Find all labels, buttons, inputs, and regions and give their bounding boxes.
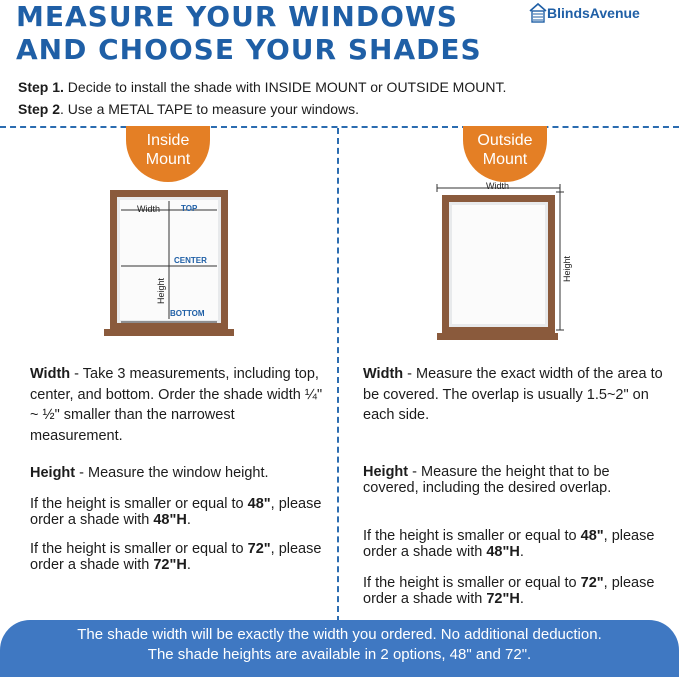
- outside-width-label: Width: [486, 181, 510, 191]
- inside-bottom-label: BOTTOM: [170, 309, 205, 318]
- inside-width-description: Width - Take 3 measurements, including top, center, and bottom. Order the shade width ¼" ~ ½" smaller than the narrowest measurement.: [30, 366, 323, 444]
- outside-width-description: Width - Measure the exact width of the area to be covered. The overlap is usually 1.5~2" on each side.: [363, 366, 663, 423]
- inside-center-label: CENTER: [174, 256, 207, 265]
- banner-line-1: The shade width will be exactly the width you ordered. No additional deduction.: [77, 626, 602, 643]
- inside-width-label: Width: [137, 204, 161, 214]
- outside-mount-badge: Outside Mount: [463, 126, 547, 182]
- banner-line-2: The shade heights are available in 2 options, 48" and 72".: [147, 646, 532, 663]
- step-1: Step 1. Decide to install the shade with INSIDE MOUNT or OUTSIDE MOUNT.: [18, 79, 507, 95]
- inside-height-description: Height - Measure the window height.: [30, 465, 269, 481]
- outside-rule-72: If the height is smaller or equal to 72", please order a shade with 72"H.: [363, 575, 655, 607]
- vertical-divider: [337, 128, 339, 622]
- page-title-line1: MEASURE YOUR WINDOWS: [16, 0, 458, 33]
- inside-height-label: Height: [156, 277, 166, 304]
- brand-logo: [529, 2, 677, 26]
- inside-rule-48: If the height is smaller or equal to 48", please order a shade with 48"H.: [30, 496, 322, 528]
- brand-logo-text: BlindsAvenue: [547, 5, 640, 21]
- inside-mount-window-diagram: [104, 186, 234, 338]
- info-banner: [0, 620, 679, 677]
- outside-height-label: Height: [562, 255, 572, 282]
- inside-top-label: TOP: [181, 204, 198, 213]
- house-icon: [529, 2, 547, 24]
- step-2: Step 2. Use a METAL TAPE to measure your windows.: [18, 101, 360, 117]
- steps-list: [18, 76, 506, 120]
- page-title-line2: AND CHOOSE YOUR SHADES: [16, 33, 482, 66]
- outside-height-description: Height - Measure the height that to be covered, including the desired overlap.: [363, 464, 612, 496]
- inside-rule-72: If the height is smaller or equal to 72", please order a shade with 72"H.: [30, 541, 322, 573]
- outside-mount-window-diagram: [434, 178, 576, 344]
- horizontal-divider: [0, 126, 679, 128]
- inside-mount-badge: Inside Mount: [126, 126, 210, 182]
- outside-rule-48: If the height is smaller or equal to 48", please order a shade with 48"H.: [363, 528, 655, 560]
